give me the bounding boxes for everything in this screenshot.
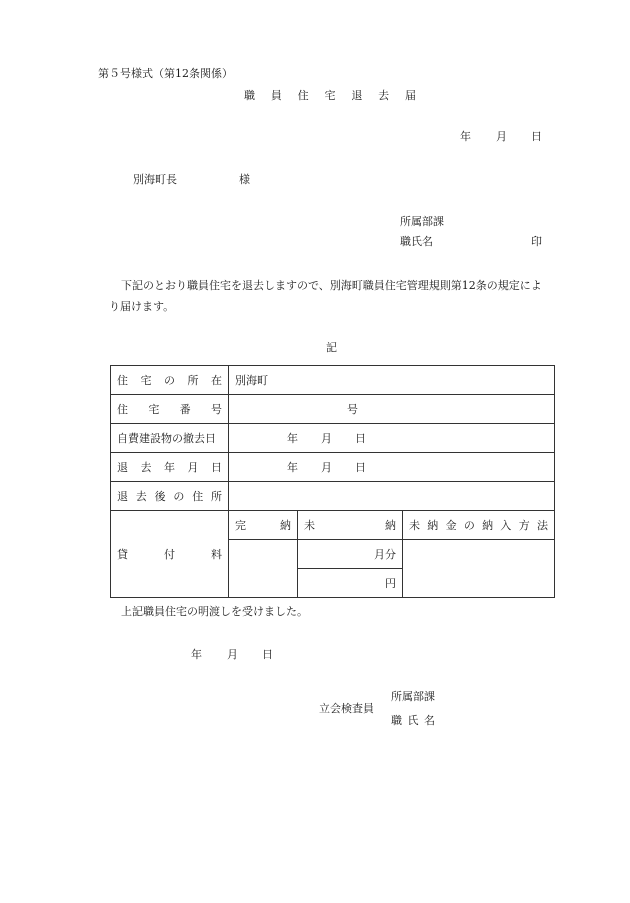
date-day: 日 — [531, 130, 542, 143]
label-removal-date: 自費建設物の撤去日 — [111, 424, 229, 453]
witness-label: 立会検査員 — [319, 702, 374, 715]
ki-heading: 記 — [326, 341, 337, 354]
row-rent-header — [111, 511, 555, 540]
label-location: 住 宅 の 所 在 — [111, 366, 229, 395]
form-title: 職 員 住 宅 退 去 届 — [244, 89, 416, 102]
header-payment-method: 未 納 金 の 納 入 方 法 — [403, 511, 555, 540]
witness-name-label: 職 氏 名 — [391, 714, 435, 727]
label-new-address: 退 去 後 の 住 所 — [111, 482, 229, 511]
date-year: 年 — [460, 130, 471, 143]
addressee-name: 別海町長 — [133, 173, 177, 186]
receipt-month: 月 — [227, 648, 238, 661]
seal-mark: 印 — [531, 235, 542, 248]
addressee-honorific: 様 — [239, 173, 250, 186]
form-number: 第５号様式（第12条関係） — [98, 67, 233, 80]
header-paid: 完 納 — [229, 511, 298, 540]
label-vacate-date: 退 去 年 月 日 — [111, 453, 229, 482]
applicant-dept-label: 所属部課 — [400, 215, 444, 228]
applicant-name-label: 職氏名 — [400, 235, 433, 248]
label-rent: 貸 付 料 — [111, 511, 229, 598]
receipt-text: 上記職員住宅の明渡しを受けました。 — [121, 605, 308, 618]
value-vacate-date: 年 月 日 — [229, 453, 555, 482]
value-paid — [229, 540, 298, 598]
row-location — [111, 366, 555, 395]
value-location: 別海町 — [229, 366, 555, 395]
row-new-address — [111, 482, 555, 511]
value-removal-date: 年 月 日 — [229, 424, 555, 453]
label-number: 住 宅 番 号 — [111, 395, 229, 424]
value-unpaid-yen: 円 — [298, 569, 403, 598]
notice-table — [110, 365, 555, 598]
witness-dept-label: 所属部課 — [391, 690, 435, 703]
value-unpaid-months: 月分 — [298, 540, 403, 569]
body-text-line2: り届けます。 — [109, 300, 175, 313]
row-number — [111, 395, 555, 424]
row-removal-date — [111, 424, 555, 453]
body-text-line1: 下記のとおり職員住宅を退去しますので、別海町職員住宅管理規則第12条の規定によ — [121, 279, 542, 292]
row-vacate-date — [111, 453, 555, 482]
receipt-year: 年 — [191, 648, 202, 661]
value-payment-method — [403, 540, 555, 598]
header-unpaid: 未 納 — [298, 511, 403, 540]
value-number: 号 — [229, 395, 555, 424]
receipt-day: 日 — [262, 648, 273, 661]
value-new-address — [229, 482, 555, 511]
date-month: 月 — [496, 130, 507, 143]
